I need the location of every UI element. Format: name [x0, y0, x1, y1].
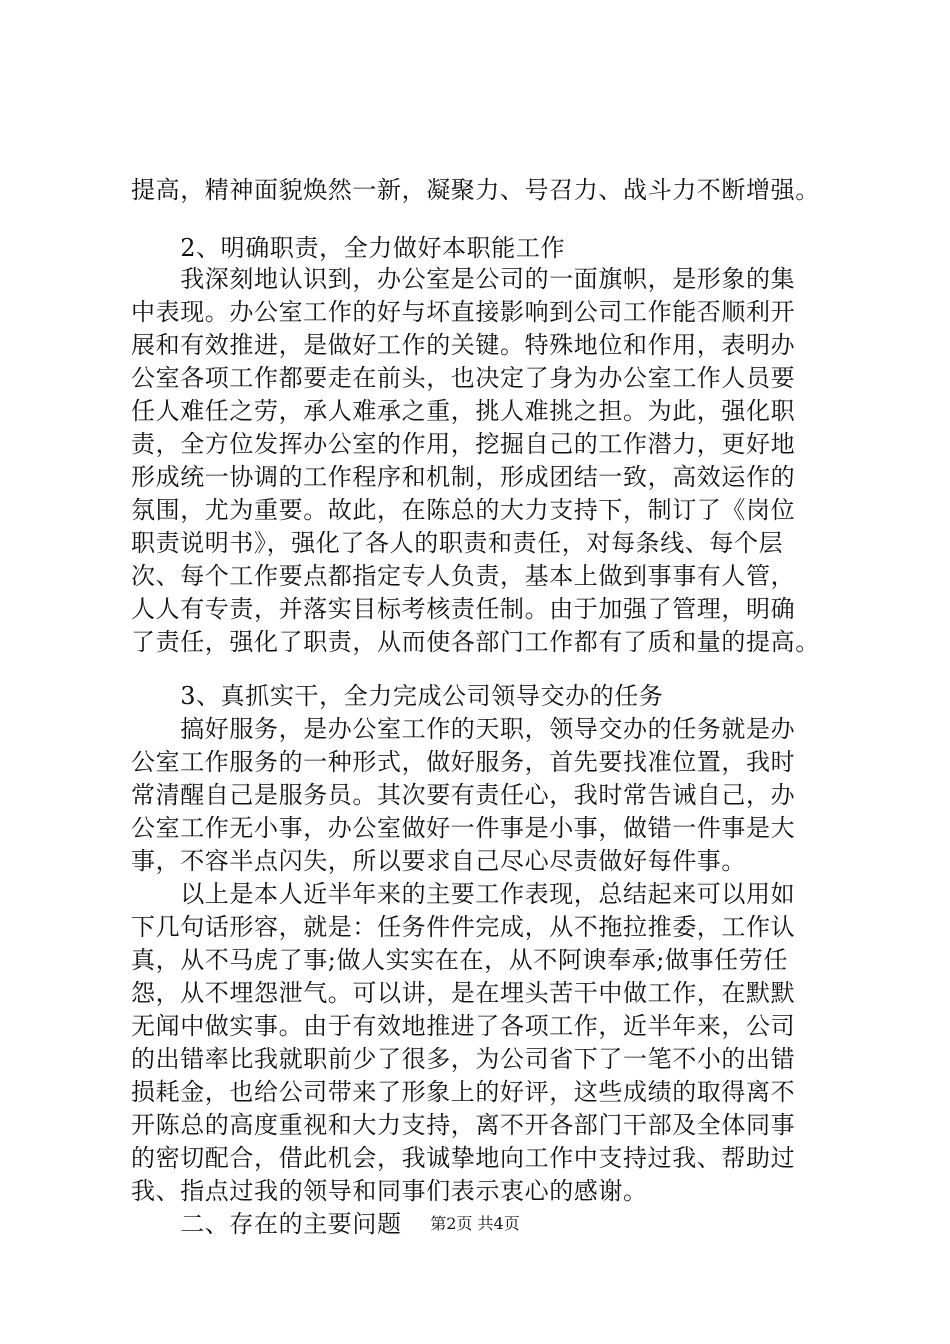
paragraph-line: 我深刻地认识到，办公室是公司的一面旗帜，是形象的集 [131, 265, 796, 293]
paragraph-line: 公室工作无小事，办公室做好一件事是小事，做错一件事是大 [131, 814, 796, 842]
paragraph-line: 下几句话形容，就是：任务件件完成，从不拖拉推委，工作认 [131, 913, 796, 941]
paragraph-line: 怨，从不埋怨泄气。可以讲，是在埋头苦干中做工作，在默默 [131, 979, 796, 1007]
paragraph-line: 无闻中做实事。由于有效地推进了各项工作，近半年来，公司 [131, 1012, 796, 1040]
paragraph-line: 我、指点过我的领导和同事们表示衷心的感谢。 [131, 1177, 648, 1205]
paragraph-line: 事，不容半点闪失，所以要求自己尽心尽责做好每件事。 [131, 847, 746, 875]
paragraph-line: 职责说明书》，强化了各人的职责和责任，对每条线、每个层 [131, 529, 784, 557]
paragraph-line: 展和有效推进，是做好工作的关键。特殊地位和作用，表明办 [131, 331, 796, 359]
section-heading: 二、存在的主要问题 [131, 1210, 402, 1238]
paragraph-line: 责，全方位发挥办公室的作用，挖掘自己的工作潜力，更好地 [131, 430, 796, 458]
paragraph-line: 搞好服务，是办公室工作的天职，领导交办的任务就是办 [131, 715, 796, 743]
paragraph-line: 形成统一协调的工作程序和机制，形成团结一致，高效运作的 [131, 463, 796, 491]
paragraph-line: 氛围，尤为重要。故此，在陈总的大力支持下，制订了《岗位 [131, 496, 796, 524]
paragraph-line: 真，从不马虎了事;做人实实在在，从不阿谀奉承;做事任劳任 [131, 946, 788, 974]
paragraph-line: 任人难任之劳，承人难承之重，挑人难挑之担。为此，强化职 [131, 397, 796, 425]
paragraph-line: 公室工作服务的一种形式，做好服务，首先要找准位置，我时 [131, 748, 796, 776]
paragraph-line: 开陈总的高度重视和大力支持，离不开各部门干部及全体同事 [131, 1111, 796, 1139]
paragraph-line: 次、每个工作要点都指定专人负责，基本上做到事事有人管， [131, 562, 796, 590]
paragraph-line: 了责任，强化了职责，从而使各部门工作都有了质和量的提高。 [131, 628, 820, 656]
section-heading: 3、真抓实干，全力完成公司领导交办的任务 [131, 682, 664, 710]
paragraph-line: 常清醒自己是服务员。其次要有责任心，我时常告诫自己，办 [131, 781, 796, 809]
page-number-footer: 第2页 共4页 [430, 1214, 520, 1233]
paragraph-line: 的密切配合，借此机会，我诚挚地向工作中支持过我、帮助过 [131, 1144, 796, 1172]
paragraph-line: 损耗金，也给公司带来了形象上的好评，这些成绩的取得离不 [131, 1078, 796, 1106]
paragraph-line: 人人有专责，并落实目标考核责任制。由于加强了管理，明确 [131, 595, 796, 623]
paragraph-line: 中表现。办公室工作的好与坏直接影响到公司工作能否顺利开 [131, 298, 796, 326]
paragraph-line: 以上是本人近半年来的主要工作表现，总结起来可以用如 [131, 880, 796, 908]
paragraph-line: 提高，精神面貌焕然一新，凝聚力、号召力、战斗力不断增强。 [131, 176, 820, 204]
paragraph-line: 公室各项工作都要走在前头，也决定了身为办公室工作人员要 [131, 364, 796, 392]
paragraph-line: 的出错率比我就职前少了很多，为公司省下了一笔不小的出错 [131, 1045, 796, 1073]
section-heading: 2、明确职责，全力做好本职能工作 [131, 234, 566, 262]
